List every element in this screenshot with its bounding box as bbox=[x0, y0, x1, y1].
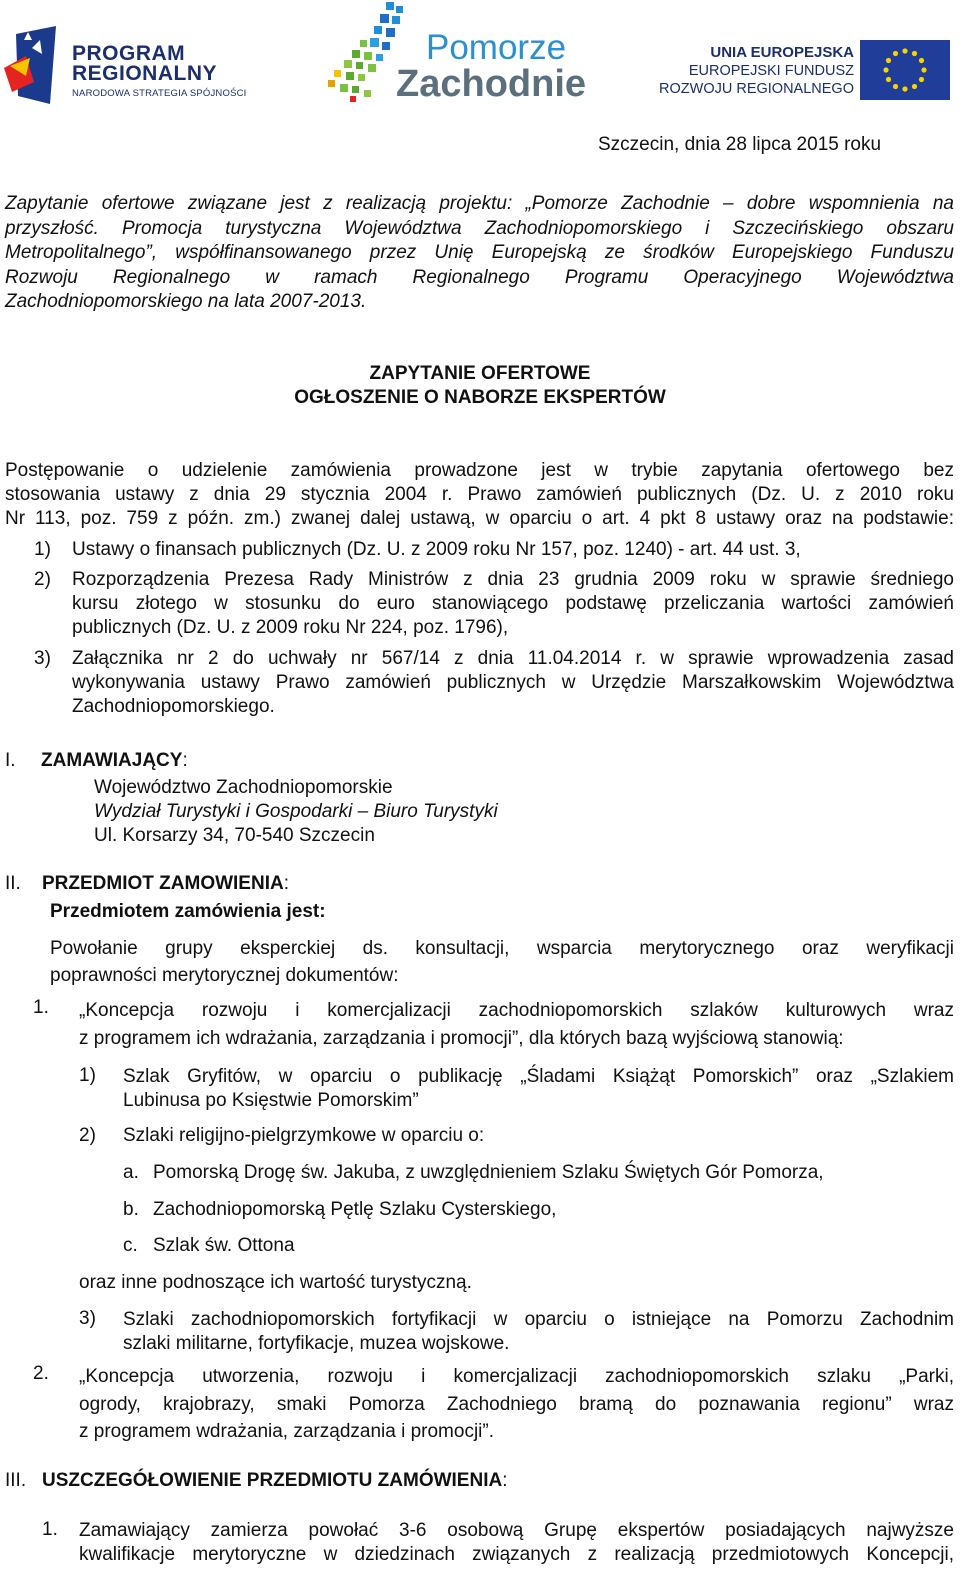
basis-line: kursu złotego w stosunku do euro stanowiącego podstawę przeliczania wartości zamówień bbox=[72, 593, 954, 615]
section-3-title: USZCZEGÓŁOWIENIE PRZEDMIOTU ZAMÓWIENIA bbox=[42, 1470, 503, 1491]
intro-line: Zachodniopomorskiego na lata 2007-2013. bbox=[5, 291, 367, 312]
section-1-title: ZAMAWIAJĄCY bbox=[41, 750, 183, 771]
section-2-number: II. bbox=[5, 873, 21, 894]
section-3-item-1 bbox=[79, 1519, 954, 1567]
trail-item-3 bbox=[123, 1308, 954, 1356]
section-3-heading bbox=[42, 1470, 507, 1492]
basis-number: 2) bbox=[34, 569, 51, 590]
trail-line: Szlaki zachodniopomorskich fortyfikacji w oparciu o istniejące na Pomorzu Zachodnim bbox=[123, 1309, 954, 1330]
concept-item-2 bbox=[79, 1363, 954, 1446]
logo-left-line1: PROGRAM bbox=[72, 42, 186, 65]
eu-star-icon bbox=[919, 58, 924, 63]
basis-line: Rozporządzenia Prezesa Rady Ministrów z dnia 23 grudnia 2009 roku w sprawie średniego bbox=[72, 569, 954, 590]
basis-line: Zachodniopomorskiego. bbox=[72, 696, 275, 718]
section-2-heading bbox=[42, 873, 289, 895]
eu-star-icon bbox=[893, 84, 898, 89]
trail-line: szlaki militarne, fortyfikacje, muzea wojskowe. bbox=[123, 1333, 510, 1354]
trail-line: Lubinusa po Księstwie Pomorskim” bbox=[123, 1090, 419, 1111]
section-1-number: I. bbox=[5, 750, 16, 771]
basis-line: Ustawy o finansach publicznych (Dz. U. z 2009 roku Nr 157, poz. 1240) - art. 44 ust. 3, bbox=[72, 539, 801, 560]
eu-star-icon bbox=[886, 77, 891, 82]
program-regionalny-emblem-icon bbox=[4, 26, 64, 106]
document-date: Szczecin, dnia 28 lipca 2015 roku bbox=[598, 134, 882, 155]
letter-marker: c. bbox=[123, 1235, 138, 1256]
trail-item-2: Szlaki religijno-pielgrzymkowe w oparciu o: bbox=[123, 1125, 485, 1146]
eu-star-icon bbox=[902, 86, 907, 91]
eu-star-icon bbox=[912, 84, 917, 89]
section-1-colon: : bbox=[182, 750, 188, 771]
client-address: Ul. Korsarzy 34, 70-540 Szczecin bbox=[94, 825, 375, 846]
letter-item: Szlak św. Ottona bbox=[153, 1235, 295, 1256]
letter-marker: b. bbox=[123, 1199, 139, 1220]
client-department: Wydział Turystyki i Gospodarki – Biuro Turystyki bbox=[94, 801, 498, 822]
item-number: 2. bbox=[33, 1363, 49, 1384]
section-3-colon: : bbox=[502, 1470, 508, 1491]
subitem-number: 3) bbox=[79, 1308, 96, 1329]
procedure-line: Postępowanie o udzielenie zamówienia prowadzone jest w trybie zapytania ofertowego bez bbox=[5, 460, 954, 481]
letter-item: Pomorską Drogę św. Jakuba, z uwzględnieniem Szlaku Świętych Gór Pomorza, bbox=[153, 1162, 824, 1183]
section-2-subtitle: Przedmiotem zamówienia jest: bbox=[50, 901, 326, 922]
logo-mid-line2: Zachodnie bbox=[396, 63, 587, 105]
procedure-line: Nr 113, poz. 759 z późn. zm.) zwanej dalej ustawą, w oparciu o art. 4 pkt 8 ustawy oraz na podstawie: bbox=[5, 508, 954, 530]
logo-mid-line1: Pomorze bbox=[426, 28, 567, 67]
concept-line: z programem ich wdrażania, zarządzania i promocji”, dla których bazą wyjściową stanowią: bbox=[79, 1027, 844, 1049]
concept-line: „Koncepcja rozwoju i komercjalizacji zachodniopomorskich szlaków kulturowych wraz bbox=[79, 1000, 954, 1021]
trail-line: Szlak Gryfitów, w oparciu o publikację „Śladami Książąt Pomorskich” oraz „Szlakiem bbox=[123, 1066, 954, 1087]
basis-item bbox=[72, 647, 954, 720]
item-number: 1. bbox=[42, 1519, 58, 1540]
concept-line: ogrody, krajobrazy, smaki Pomorza Zachodniego bramą do poznawania regionu” wraz bbox=[79, 1393, 954, 1415]
description-line: Powołanie grupy eksperckiej ds. konsultacji, wsparcia merytorycznego oraz weryfikacji bbox=[50, 938, 954, 959]
section-2-colon: : bbox=[283, 873, 289, 894]
detail-line: Zamawiający zamierza powołać 3-6 osobową Grupę ekspertów posiadających najwyższe bbox=[79, 1520, 954, 1541]
section-1-heading bbox=[41, 750, 188, 772]
eu-star-icon bbox=[912, 51, 917, 56]
procedure-line: stosowania ustawy z dnia 29 stycznia 2004 r. Prawo zamówień publicznych (Dz. U. z 2010 roku bbox=[5, 484, 954, 506]
basis-line: Załącznika nr 2 do uchwały nr 567/14 z dnia 11.04.2014 r. w sprawie wprowadzenia zasad bbox=[72, 648, 954, 669]
eu-star-icon bbox=[902, 48, 907, 53]
concept-line: „Koncepcja utworzenia, rozwoju i komercjalizacji zachodniopomorskich szlaku „Parki, bbox=[79, 1366, 954, 1387]
intro-line: Zapytanie ofertowe związane jest z realizacją projektu: „Pomorze Zachodnie – dobre wspomnienia na bbox=[5, 193, 954, 214]
detail-line: kwalifikacje merytoryczne w dziedzinach związanych z realizacją przedmiotowych Koncepcji, bbox=[79, 1544, 954, 1565]
letter-item: Zachodniopomorską Pętlę Szlaku Cysterskiego, bbox=[153, 1199, 557, 1220]
procedure-paragraph bbox=[5, 459, 954, 532]
section-3-number: III. bbox=[5, 1470, 27, 1491]
concept-line: z programem wdrażania, zarządzania i promocji”. bbox=[79, 1421, 494, 1442]
basis-item bbox=[72, 568, 954, 641]
trail-item-1 bbox=[123, 1065, 954, 1113]
basis-item bbox=[72, 538, 954, 562]
basis-number: 3) bbox=[34, 648, 51, 669]
eu-star-icon bbox=[921, 67, 926, 72]
document-title: ZAPYTANIE OFERTOWE bbox=[369, 363, 591, 384]
eu-star-icon bbox=[886, 58, 891, 63]
logo-right-line2: EUROPEJSKI FUNDUSZ bbox=[688, 63, 854, 79]
logo-right-line1: UNIA EUROPEJSKA bbox=[710, 44, 854, 61]
logo-left-line2: REGIONALNY bbox=[72, 62, 218, 85]
subitem-number: 1) bbox=[79, 1065, 96, 1086]
concept-item-1 bbox=[79, 997, 954, 1052]
intro-line: Rozwoju Regionalnego w ramach Regionalnego Programu Operacyjnego Województwa bbox=[5, 266, 954, 288]
document-subtitle: OGŁOSZENIE O NABORZE EKSPERTÓW bbox=[294, 387, 666, 408]
eu-flag-icon bbox=[860, 40, 950, 100]
eu-star-icon bbox=[919, 77, 924, 82]
intro-line: Metropolitalnego”, współfinansowanego przez Unię Europejską ze środków Europejskiego Funduszu bbox=[5, 242, 954, 263]
section-2-description bbox=[50, 935, 954, 989]
eu-star-icon bbox=[883, 67, 888, 72]
letter-marker: a. bbox=[123, 1162, 139, 1183]
intro-paragraph bbox=[5, 192, 954, 315]
section-2-title: PRZEDMIOT ZAMOWIENIA bbox=[42, 873, 284, 894]
basis-line: publicznych (Dz. U. z 2009 roku Nr 224, poz. 1796), bbox=[72, 617, 509, 639]
item-number: 1. bbox=[33, 997, 49, 1018]
eu-star-icon bbox=[893, 51, 898, 56]
basis-line: wykonywania ustawy Prawo zamówień publicznych w Urzędzie Marszałkowskim Województwa bbox=[72, 672, 954, 694]
description-line: poprawności merytorycznej dokumentów: bbox=[50, 965, 399, 986]
other-trails-note: oraz inne podnoszące ich wartość turystyczną. bbox=[79, 1272, 472, 1293]
logo-left-line3: NARODOWA STRATEGIA SPÓJNOŚCI bbox=[72, 88, 247, 99]
basis-number: 1) bbox=[34, 539, 51, 560]
logo-right-line3: ROZWOJU REGIONALNEGO bbox=[659, 81, 854, 97]
intro-line: przyszłość. Promocja turystyczna Województwa Zachodniopomorskiego i Szczecińskiego obszaru bbox=[5, 217, 954, 239]
subitem-number: 2) bbox=[79, 1125, 96, 1146]
logo-header bbox=[0, 0, 960, 115]
client-name: Województwo Zachodniopomorskie bbox=[94, 777, 393, 798]
